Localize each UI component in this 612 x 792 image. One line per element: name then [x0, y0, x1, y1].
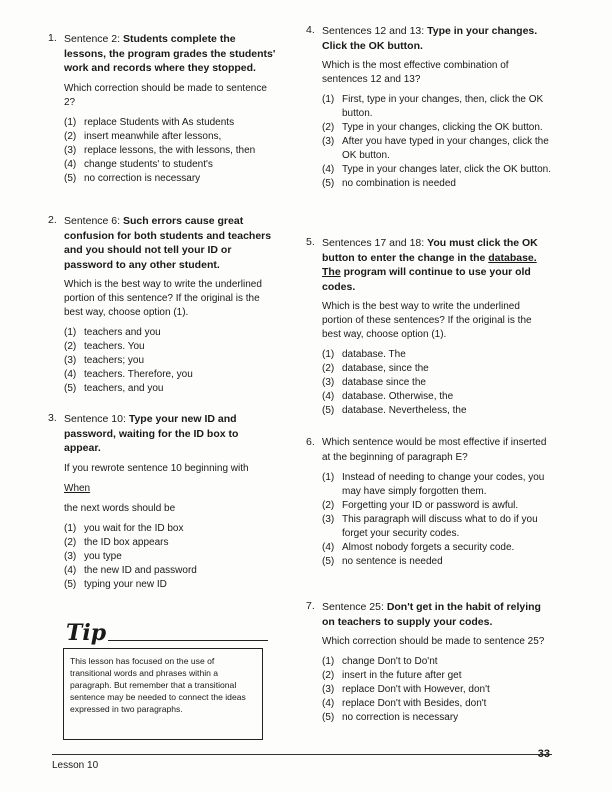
question-stem: Sentence 25: Don't get in the habit of relying on teachers to supply your codes.: [322, 601, 541, 628]
answer-option: [322, 711, 552, 725]
option-number: (5): [322, 405, 335, 416]
option-number: (1): [322, 349, 335, 360]
option-number: (3): [322, 514, 335, 525]
option-number: (3): [322, 136, 335, 147]
option-text: teachers, and you: [84, 383, 164, 394]
question-1: [48, 32, 278, 186]
answer-option: [322, 555, 552, 569]
question-6: [306, 436, 552, 569]
option-number: (4): [322, 391, 335, 402]
question-stem: Which sentence would be most effective if inserted at the beginning of paragraph E?: [322, 437, 547, 463]
answer-option: [64, 536, 278, 550]
option-number: (1): [64, 327, 77, 338]
question-number: 3.: [48, 412, 57, 424]
answer-option: [322, 135, 552, 163]
option-text: Instead of needing to change your codes, you may have simply forgotten them.: [342, 472, 545, 497]
option-text: database since the: [342, 377, 426, 388]
tip-box: [63, 648, 263, 740]
option-number: (3): [322, 684, 335, 695]
option-text: teachers; you: [84, 355, 145, 366]
option-text: teachers and you: [84, 327, 161, 338]
question-prompt: Which is the best way to write the underlined portion of this sentence? If the original is the best way, choose option (1).: [64, 279, 262, 318]
answer-options: [322, 471, 552, 569]
answer-option: [322, 376, 552, 390]
question-number: 2.: [48, 214, 57, 226]
option-text: no combination is needed: [342, 178, 456, 189]
lesson-label: Lesson 10: [52, 760, 99, 771]
question-stem: Sentence 6: Such errors cause great confusion for both students and teachers and you should not tell your ID or password to any other student.: [64, 215, 272, 271]
option-text: teachers. Therefore, you: [84, 369, 193, 380]
option-text: insert in the future after get: [342, 670, 462, 681]
question-prompt: Which correction should be made to sentence 25?: [322, 636, 545, 647]
question-stem: Sentence 2: Students complete the lessons, the program grades the students' work and records where they stopped.: [64, 33, 276, 74]
question-number: 1.: [48, 32, 57, 44]
question-prompt-continued: the next words should be: [64, 502, 176, 514]
answer-option: [322, 683, 552, 697]
option-number: (2): [322, 670, 335, 681]
option-number: (2): [322, 500, 335, 511]
option-number: (5): [322, 178, 335, 189]
option-number: (5): [322, 712, 335, 723]
question-number: 4.: [306, 24, 315, 36]
answer-option: [322, 513, 552, 541]
option-number: (5): [322, 556, 335, 567]
option-text: replace lessons, the with lessons, then: [84, 144, 256, 156]
option-number: (3): [322, 377, 335, 388]
question-7: [306, 600, 552, 725]
tip-label: Tip: [66, 620, 107, 646]
answer-option: [64, 354, 278, 368]
answer-option: [64, 144, 278, 158]
answer-option: [64, 382, 278, 396]
option-number: (1): [64, 116, 77, 128]
option-number: (2): [64, 536, 77, 548]
option-text: replace Students with As students: [84, 116, 235, 128]
answer-option: [64, 578, 278, 592]
option-text: typing your new ID: [84, 578, 167, 590]
option-text: First, type in your changes, then, click the OK button.: [342, 94, 544, 119]
answer-options: [64, 116, 278, 186]
option-text: the ID box appears: [84, 536, 169, 548]
option-number: (1): [322, 94, 335, 105]
option-number: (4): [64, 564, 77, 576]
option-number: (4): [64, 158, 77, 170]
answer-option: [64, 550, 278, 564]
footer-divider: [52, 754, 552, 755]
option-text: no correction is necessary: [342, 712, 459, 723]
option-number: (3): [64, 355, 77, 366]
option-text: the new ID and password: [84, 564, 197, 576]
question-3: [48, 412, 278, 592]
option-text: Forgetting your ID or password is awful.: [342, 500, 519, 511]
option-text: change students' to student's: [84, 158, 213, 170]
question-prompt: Which is the most effective combination of sentences 12 and 13?: [322, 60, 509, 85]
option-number: (1): [322, 472, 335, 483]
answer-options: [64, 522, 278, 592]
answer-option: [64, 564, 278, 578]
option-number: (3): [64, 144, 77, 156]
option-text: database. The: [342, 349, 406, 360]
question-stem: Sentence 10: Type your new ID and password, waiting for the ID box to appear.: [64, 413, 239, 454]
option-number: (1): [322, 656, 335, 667]
option-text: Almost nobody forgets a security code.: [342, 542, 515, 553]
option-text: database. Nevertheless, the: [342, 405, 467, 416]
answer-option: [64, 326, 278, 340]
answer-option: [322, 121, 552, 135]
answer-option: [322, 163, 552, 177]
answer-option: [64, 116, 278, 130]
answer-option: [64, 130, 278, 144]
option-number: (5): [64, 383, 77, 394]
option-number: (2): [322, 122, 335, 133]
option-text: database, since the: [342, 363, 429, 374]
answer-option: [64, 340, 278, 354]
tip-text: This lesson has focused on the use of transitional words and phrases within a paragraph. But remember that a transitional sentence may be needed to connect the ideas expressed in two paragraphs.: [70, 656, 246, 714]
question-4: [306, 24, 552, 191]
answer-option: [322, 669, 552, 683]
option-number: (5): [64, 172, 77, 184]
option-number: (4): [322, 542, 335, 553]
option-text: you wait for the ID box: [84, 522, 184, 534]
page-number: 33: [537, 748, 550, 760]
option-number: (2): [64, 341, 77, 352]
question-number: 5.: [306, 236, 315, 248]
option-text: no sentence is needed: [342, 556, 443, 567]
answer-option: [64, 368, 278, 382]
answer-option: [322, 471, 552, 499]
option-text: insert meanwhile after lessons,: [84, 130, 222, 142]
answer-option: [322, 362, 552, 376]
sentence-start-word: When: [64, 482, 91, 494]
answer-option: [322, 390, 552, 404]
answer-option: [322, 499, 552, 513]
option-number: (4): [322, 698, 335, 709]
question-stem: Sentences 12 and 13: Type in your changes. Click the OK button.: [322, 25, 538, 52]
answer-option: [322, 655, 552, 669]
option-text: This paragraph will discuss what to do if you forget your security codes.: [342, 514, 538, 539]
answer-option: [322, 541, 552, 555]
option-text: After you have typed in your changes, click the OK button.: [342, 136, 549, 161]
answer-option: [322, 93, 552, 121]
question-2: [48, 214, 278, 396]
answer-option: [64, 522, 278, 536]
answer-option: [322, 697, 552, 711]
option-number: (5): [64, 578, 77, 590]
answer-options: [322, 655, 552, 725]
option-text: replace Don't with Besides, don't: [342, 698, 487, 709]
option-text: no correction is necessary: [84, 172, 201, 184]
question-number: 7.: [306, 600, 315, 612]
answer-option: [322, 404, 552, 418]
question-number: 6.: [306, 436, 315, 448]
option-text: you type: [84, 550, 122, 562]
answer-option: [322, 348, 552, 362]
question-prompt: Which is the best way to write the underlined portion of these sentences? If the original is the best way, choose option (1).: [322, 301, 532, 340]
option-number: (2): [322, 363, 335, 374]
question-prompt: If you rewrote sentence 10 beginning with: [64, 462, 249, 474]
question-stem: Sentences 17 and 18: You must click the OK button to enter the change in the database. The program will continue to use your old codes.: [322, 237, 538, 293]
question-prompt: Which correction should be made to sentence 2?: [64, 82, 267, 108]
option-text: Type in your changes, clicking the OK button.: [342, 122, 543, 133]
option-text: database. Otherwise, the: [342, 391, 454, 402]
option-text: teachers. You: [84, 341, 145, 352]
option-text: change Don't to Do'nt: [342, 656, 438, 667]
answer-options: [64, 326, 278, 396]
option-number: (3): [64, 550, 77, 562]
answer-options: [322, 348, 552, 418]
option-text: replace Don't with However, don't: [342, 684, 490, 695]
tip-divider: [108, 640, 268, 641]
answer-option: [64, 158, 278, 172]
option-number: (4): [64, 369, 77, 380]
option-number: (2): [64, 130, 77, 142]
answer-options: [322, 93, 552, 191]
option-number: (1): [64, 522, 77, 534]
answer-option: [322, 177, 552, 191]
option-text: Type in your changes later, click the OK button.: [342, 164, 552, 175]
answer-option: [64, 172, 278, 186]
option-number: (4): [322, 164, 335, 175]
question-5: [306, 236, 552, 418]
